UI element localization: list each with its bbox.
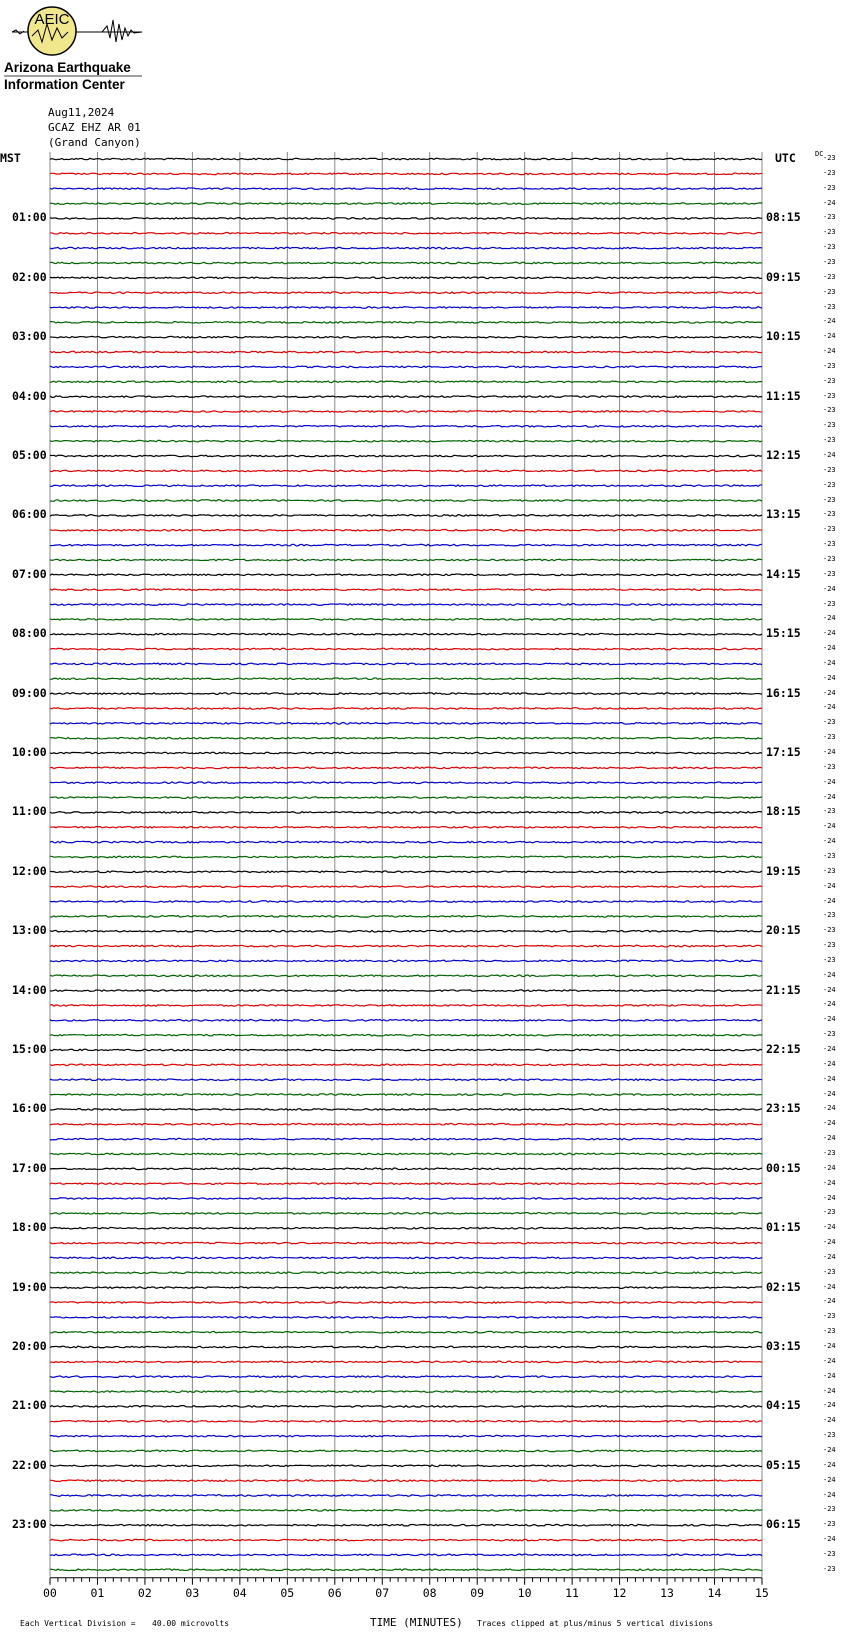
right-hour-label: 13:15	[766, 507, 801, 522]
seismic-trace	[50, 336, 762, 338]
right-hour-label: 18:15	[766, 804, 801, 819]
seismic-trace	[50, 945, 762, 947]
right-hour-label: 21:15	[766, 982, 801, 997]
right-hour-label: 03:15	[766, 1339, 801, 1353]
seismic-trace	[50, 1569, 762, 1571]
seismic-trace	[50, 1064, 762, 1066]
dc-offset-label: -24	[823, 644, 836, 653]
dc-offset-label: -24	[823, 1193, 836, 1202]
right-hour-label: 02:15	[766, 1279, 801, 1294]
dc-offset-label: -24	[823, 1163, 836, 1172]
seismic-trace	[50, 1376, 762, 1378]
dc-offset-label: -23	[823, 287, 836, 296]
seismic-trace	[50, 262, 762, 264]
dc-offset-label: -24	[823, 748, 836, 756]
dc-offset-label: -23	[823, 1505, 836, 1514]
left-hour-label: 11:00	[12, 804, 47, 819]
dc-offset-label: -24	[823, 1119, 836, 1128]
logo-line2: Information Center	[4, 77, 125, 92]
x-tick-label: 08	[422, 1585, 437, 1600]
seismic-trace	[50, 1317, 762, 1319]
left-hour-label: 13:00	[12, 923, 47, 938]
seismic-trace	[50, 485, 762, 487]
dc-offset-label: -23	[823, 762, 836, 771]
dc-offset-label: -24	[823, 1297, 836, 1306]
seismic-trace	[50, 1346, 762, 1348]
seismic-trace	[50, 1005, 762, 1007]
seismic-trace	[50, 411, 762, 413]
dc-offset-label: -23	[823, 1327, 836, 1336]
seismic-trace	[50, 1213, 762, 1215]
x-tick-label: 14	[707, 1585, 722, 1600]
x-tick-label: 04	[232, 1585, 247, 1600]
x-tick-label: 06	[327, 1585, 342, 1600]
x-tick-label: 01	[90, 1585, 105, 1600]
dc-offset-label: -24	[823, 1460, 836, 1469]
dc-offset-label: -24	[823, 1134, 836, 1143]
dc-offset-label: -24	[823, 1371, 836, 1380]
dc-offset-label: -23	[823, 941, 836, 950]
right-hour-label: 12:15	[766, 448, 801, 462]
seismic-trace	[50, 1049, 762, 1051]
dc-offset-label: -23	[823, 554, 836, 563]
x-axis-label: TIME (MINUTES)	[370, 1616, 463, 1629]
seismic-trace	[50, 1183, 762, 1185]
seismic-trace	[50, 1554, 762, 1556]
left-hour-label: 20:00	[12, 1339, 47, 1353]
dc-offset-label: -24	[823, 332, 836, 341]
dc-offset-label: -24	[823, 985, 836, 994]
left-hour-label: 08:00	[12, 626, 47, 641]
right-hour-label: 09:15	[766, 269, 801, 284]
seismic-trace	[50, 1391, 762, 1393]
dc-offset-label: -24	[823, 1282, 836, 1291]
dc-offset-label: -23	[823, 243, 836, 252]
seismic-trace	[50, 633, 762, 635]
dc-offset-label: -23	[823, 1431, 836, 1440]
seismic-trace	[50, 188, 762, 190]
seismic-trace	[50, 1435, 762, 1437]
seismic-trace	[50, 1420, 762, 1422]
left-hour-label: 23:00	[12, 1517, 47, 1532]
x-tick-label: 00	[43, 1585, 57, 1600]
seismic-trace	[50, 1450, 762, 1452]
left-hour-label: 10:00	[12, 745, 47, 759]
seismic-trace	[50, 1153, 762, 1155]
dc-offset-label: -24	[823, 1475, 836, 1484]
seismic-trace	[50, 960, 762, 962]
left-hour-label: 22:00	[12, 1457, 47, 1472]
seismic-trace	[50, 351, 762, 353]
right-hour-label: 04:15	[766, 1398, 801, 1413]
seismic-trace	[50, 1138, 762, 1140]
left-hour-label: 07:00	[12, 566, 47, 581]
seismic-trace	[50, 455, 762, 457]
right-hour-label: 15:15	[766, 626, 801, 641]
seismic-trace	[50, 203, 762, 205]
seismic-trace	[50, 752, 762, 754]
dc-offset-label: -24	[823, 881, 836, 890]
seismic-trace	[50, 1302, 762, 1304]
seismic-trace	[50, 589, 762, 591]
seismic-trace	[50, 975, 762, 977]
dc-offset-label: -24	[823, 1074, 836, 1083]
dc-offset-label: -24	[823, 347, 836, 356]
dc-offset-label: -24	[823, 703, 836, 712]
dc-offset-label: -24	[823, 1252, 836, 1261]
dc-offset-label: -23	[823, 391, 836, 400]
seismic-trace	[50, 916, 762, 918]
x-tick-label: 12	[612, 1585, 627, 1600]
logo-acronym: AEIC	[34, 11, 70, 28]
dc-offset-label: -23	[823, 1148, 836, 1157]
seismic-trace	[50, 158, 762, 160]
dc-offset-label: -23	[823, 955, 836, 964]
seismic-trace	[50, 381, 762, 383]
seismic-trace	[50, 470, 762, 472]
x-tick-label: 09	[470, 1585, 485, 1600]
dc-offset-label: -24	[823, 777, 836, 786]
seismic-trace	[50, 1020, 762, 1022]
dc-offset-label: -23	[823, 851, 836, 860]
dc-offset-label: -23	[823, 272, 836, 281]
dc-offset-label: -24	[823, 970, 836, 979]
seismic-trace	[50, 1034, 762, 1036]
seismic-trace	[50, 901, 762, 903]
seismic-trace	[50, 693, 762, 695]
logo-line1: Arizona Earthquake	[4, 60, 131, 75]
x-tick-label: 13	[660, 1585, 674, 1600]
seismic-trace	[50, 782, 762, 784]
right-hour-label: 23:15	[766, 1101, 801, 1116]
dc-offset-label: -24	[823, 629, 836, 638]
dc-offset-label: -24	[823, 1535, 836, 1544]
right-hour-label: 08:15	[766, 210, 801, 225]
seismic-trace	[50, 277, 762, 279]
x-tick-label: 07	[375, 1585, 390, 1600]
dc-offset-label: -23	[823, 866, 836, 875]
dc-offset-label: -24	[823, 1178, 836, 1187]
x-tick-label: 03	[185, 1585, 200, 1600]
right-timezone-label: UTC	[775, 151, 796, 165]
x-tick-label: 15	[755, 1585, 769, 1600]
seismic-trace	[50, 1227, 762, 1229]
dc-offset-label: -23	[823, 911, 836, 920]
seismic-trace	[50, 1242, 762, 1244]
left-hour-label: 21:00	[12, 1398, 47, 1413]
seismic-trace	[50, 322, 762, 324]
dc-offset-label: -23	[823, 926, 836, 935]
seismic-trace	[50, 1495, 762, 1497]
dc-offset-label: -24	[823, 896, 836, 905]
seismic-trace	[50, 173, 762, 175]
seismic-trace	[50, 604, 762, 606]
dc-offset-label: -23	[823, 168, 836, 177]
dc-offset-label: -23	[823, 1549, 836, 1558]
seismic-trace	[50, 797, 762, 799]
station-code: GCAZ EHZ AR 01	[48, 121, 141, 134]
dc-offset-label: -23	[823, 733, 836, 742]
seismic-trace	[50, 1123, 762, 1125]
seismic-trace	[50, 648, 762, 650]
dc-offset-label: -23	[823, 480, 836, 489]
right-hour-label: 01:15	[766, 1220, 801, 1235]
seismic-trace	[50, 826, 762, 828]
seismic-trace	[50, 871, 762, 873]
dc-offset-label: -23	[823, 510, 836, 519]
seismic-trace	[50, 529, 762, 531]
seismic-trace	[50, 307, 762, 309]
seismic-trace	[50, 841, 762, 843]
dc-offset-label: -23	[823, 569, 836, 578]
left-hour-label: 01:00	[12, 210, 47, 225]
dc-offset-label: -24	[823, 792, 836, 801]
x-tick-label: 02	[137, 1585, 152, 1600]
dc-offset-label: -24	[823, 451, 836, 459]
seismic-trace	[50, 619, 762, 621]
dc-offset-label: -24	[823, 673, 836, 682]
left-hour-label: 14:00	[12, 982, 47, 997]
dc-offset-label: -24	[823, 1342, 836, 1350]
right-hour-label: 22:15	[766, 1042, 801, 1056]
record-date: Aug11,2024	[48, 106, 115, 119]
right-hour-label: 17:15	[766, 745, 801, 759]
seismic-trace	[50, 1480, 762, 1482]
scale-value: 40.00 microvolts	[152, 1619, 230, 1628]
dc-offset-label: -23	[823, 540, 836, 549]
dc-offset-label: -24	[823, 584, 836, 593]
seismic-trace	[50, 1539, 762, 1541]
left-hour-label: 05:00	[12, 448, 47, 462]
dc-offset-label: -24	[823, 688, 836, 697]
dc-offset-label: -24	[823, 1416, 836, 1425]
left-hour-label: 12:00	[12, 863, 47, 878]
dc-offset-label: -23	[823, 1208, 836, 1217]
right-hour-label: 14:15	[766, 566, 801, 581]
seismic-trace	[50, 1168, 762, 1170]
seismic-trace	[50, 544, 762, 546]
seismic-trace	[50, 440, 762, 442]
dc-offset-label: -23	[823, 495, 836, 504]
dc-offset-label: -23	[823, 1564, 836, 1573]
dc-offset-label: -24	[823, 1238, 836, 1247]
right-hour-label: 06:15	[766, 1517, 801, 1532]
dc-offset-label: -24	[823, 1490, 836, 1499]
right-hour-label: 00:15	[766, 1160, 801, 1175]
dc-offset-label: -23	[823, 465, 836, 474]
dc-offset-label: -23	[823, 807, 836, 816]
left-hour-label: 02:00	[12, 269, 47, 284]
dc-offset-label: -24	[823, 1000, 836, 1009]
dc-offset-label: -24	[823, 1386, 836, 1395]
seismic-trace	[50, 426, 762, 428]
dc-offset-label: -23	[823, 599, 836, 608]
seismic-trace	[50, 500, 762, 502]
dc-offset-label: -24	[823, 1015, 836, 1024]
seismic-trace	[50, 678, 762, 680]
left-hour-label: 04:00	[12, 388, 47, 403]
seismic-trace	[50, 1510, 762, 1512]
seismic-trace	[50, 930, 762, 932]
dc-offset-label: -24	[823, 658, 836, 667]
left-hour-label: 15:00	[12, 1042, 47, 1056]
dc-offset-label: -24	[823, 1356, 836, 1365]
seismic-trace	[50, 737, 762, 739]
station-location: (Grand Canyon)	[48, 136, 141, 149]
x-tick-label: 05	[280, 1585, 295, 1600]
dc-offset-label: -23	[823, 718, 836, 727]
seismic-trace	[50, 708, 762, 710]
dc-offset-label: -23	[823, 421, 836, 430]
dc-offset-label: -24	[823, 1223, 836, 1232]
seismic-trace	[50, 663, 762, 665]
right-hour-label: 05:15	[766, 1457, 801, 1472]
dc-offset-label: -23	[823, 1030, 836, 1039]
left-timezone-label: MST	[0, 151, 21, 165]
dc-offset-label: -23	[823, 154, 836, 162]
dc-offset-label: -23	[823, 376, 836, 385]
seismic-trace	[50, 1257, 762, 1259]
seismic-trace	[50, 1272, 762, 1274]
dc-offset-label: -24	[823, 822, 836, 831]
dc-offset-label: -24	[823, 1089, 836, 1098]
seismic-trace	[50, 767, 762, 769]
dc-offset-label: -23	[823, 213, 836, 222]
dc-offset-label: -24	[823, 198, 836, 207]
seismic-trace	[50, 247, 762, 249]
dc-offset-label: -24	[823, 1104, 836, 1113]
x-tick-label: 11	[565, 1585, 579, 1600]
dc-offset-label: -23	[823, 525, 836, 534]
seismic-trace	[50, 723, 762, 725]
dc-offset-label: -23	[823, 302, 836, 311]
seismic-trace	[50, 1287, 762, 1289]
dc-offset-label: -24	[823, 1401, 836, 1410]
dc-offset-label: -23	[823, 436, 836, 445]
dc-offset-label: -24	[823, 1059, 836, 1068]
seismic-trace	[50, 218, 762, 220]
left-hour-label: 17:00	[12, 1160, 47, 1175]
right-hour-label: 16:15	[766, 685, 801, 700]
dc-offset-label: -23	[823, 406, 836, 415]
left-hour-label: 03:00	[12, 329, 47, 344]
dc-offset-label: -23	[823, 1312, 836, 1321]
seismic-trace	[50, 292, 762, 294]
seismic-trace	[50, 1331, 762, 1333]
right-hour-label: 10:15	[766, 329, 801, 344]
left-hour-label: 09:00	[12, 685, 47, 700]
right-hour-label: 11:15	[766, 388, 801, 403]
left-hour-label: 18:00	[12, 1220, 47, 1235]
right-hour-label: 19:15	[766, 863, 801, 878]
left-hour-label: 06:00	[12, 507, 47, 522]
seismic-trace	[50, 1198, 762, 1200]
dc-offset-label: -23	[823, 1520, 836, 1529]
seismic-trace	[50, 559, 762, 561]
seismic-trace	[50, 515, 762, 517]
seismic-trace	[50, 366, 762, 368]
seismic-trace	[50, 1094, 762, 1096]
seismic-trace	[50, 990, 762, 992]
seismic-trace	[50, 812, 762, 814]
dc-offset-label: -23	[823, 1267, 836, 1276]
dc-offset-label: -24	[823, 614, 836, 623]
seismic-trace	[50, 232, 762, 234]
seismic-trace	[50, 396, 762, 398]
x-tick-label: 10	[517, 1585, 532, 1600]
left-hour-label: 16:00	[12, 1101, 47, 1116]
dc-offset-label: -24	[823, 837, 836, 846]
dc-offset-label: -23	[823, 228, 836, 237]
dc-header-label: DC	[815, 150, 824, 158]
seismic-trace	[50, 1524, 762, 1526]
left-hour-label: 19:00	[12, 1279, 47, 1294]
seismic-trace	[50, 574, 762, 576]
seismic-trace	[50, 1109, 762, 1111]
seismic-trace	[50, 856, 762, 858]
right-hour-label: 20:15	[766, 923, 801, 938]
seismic-trace	[50, 1465, 762, 1467]
seismic-trace	[50, 1406, 762, 1408]
dc-offset-label: -24	[823, 317, 836, 326]
seismic-trace	[50, 886, 762, 888]
scale-label: Each Vertical Division =	[20, 1619, 136, 1628]
clip-note: Traces clipped at plus/minus 5 vertical divisions	[477, 1619, 714, 1628]
dc-offset-label: -23	[823, 257, 836, 266]
seismic-trace	[50, 1079, 762, 1081]
dc-offset-label: -23	[823, 183, 836, 192]
dc-offset-label: -24	[823, 1445, 836, 1454]
dc-offset-label: -23	[823, 361, 836, 370]
seismic-trace	[50, 1361, 762, 1363]
dc-offset-label: -24	[823, 1045, 836, 1053]
